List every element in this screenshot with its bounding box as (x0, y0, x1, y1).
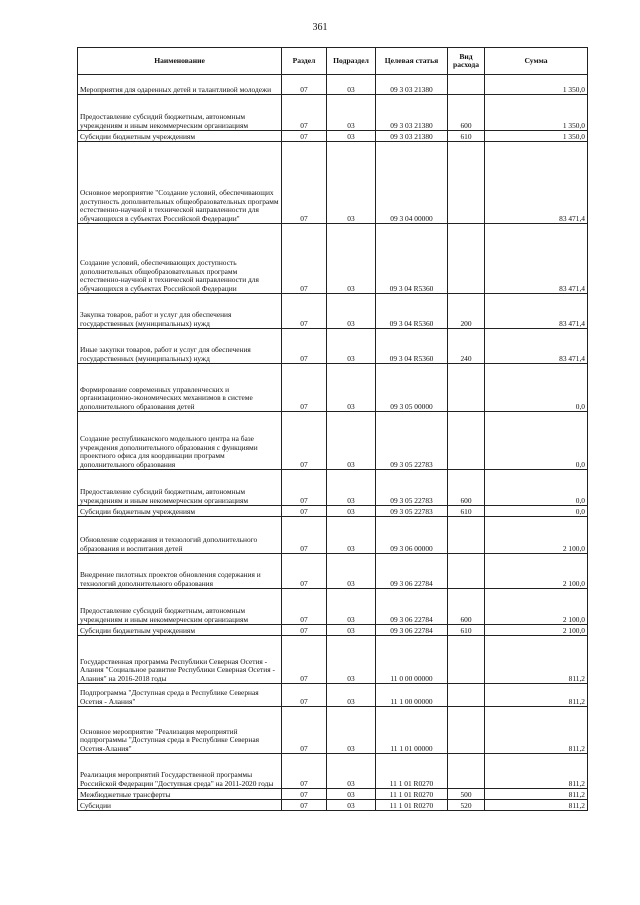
row-subsection: 03 (327, 517, 376, 554)
row-name: Государственная программа Республики Северная Осетия - Алания "Социальное развитие Республики Северная Осетия - Алания" на 2016-2018 годы (78, 636, 282, 684)
row-section: 07 (282, 506, 327, 517)
row-name: Субсидии бюджетным учреждениям (78, 506, 282, 517)
row-amount: 2 100,0 (485, 625, 588, 636)
row-expense-type: 610 (448, 625, 485, 636)
row-section: 07 (282, 625, 327, 636)
row-name: Основное мероприятие "Реализация мероприятий подпрограммы "Доступная среда в Республике Северная Осетия-Алания" (78, 707, 282, 754)
table-row (78, 800, 588, 811)
row-amount: 83 471,4 (485, 142, 588, 224)
row-target-item: 09 3 04 00000 (376, 142, 448, 224)
row-subsection: 03 (327, 131, 376, 142)
row-expense-type: 610 (448, 506, 485, 517)
row-subsection: 03 (327, 224, 376, 294)
row-expense-type: 520 (448, 800, 485, 811)
row-name: Предоставление субсидий бюджетным, автономным учреждениям и иным некоммерческим организациям (78, 470, 282, 506)
row-subsection: 03 (327, 707, 376, 754)
row-target-item: 11 1 01 00000 (376, 707, 448, 754)
row-section: 07 (282, 517, 327, 554)
row-expense-type (448, 412, 485, 470)
row-name: Субсидии бюджетным учреждениям (78, 131, 282, 142)
row-amount: 83 471,4 (485, 224, 588, 294)
row-subsection: 03 (327, 625, 376, 636)
row-name: Субсидии бюджетным учреждениям (78, 625, 282, 636)
row-name: Иные закупки товаров, работ и услуг для обеспечения государственных (муниципальных) нужд (78, 329, 282, 364)
table-row (78, 95, 588, 131)
row-expense-type (448, 75, 485, 95)
row-subsection: 03 (327, 506, 376, 517)
row-subsection: 03 (327, 329, 376, 364)
row-expense-type (448, 224, 485, 294)
table-row (78, 412, 588, 470)
row-target-item: 09 3 05 22783 (376, 506, 448, 517)
row-expense-type: 610 (448, 131, 485, 142)
row-name: Внедрение пилотных проектов обновления содержания и технологий дополнительного образования (78, 554, 282, 589)
row-expense-type: 240 (448, 329, 485, 364)
row-amount: 1 350,0 (485, 95, 588, 131)
column-header-expense-type: Вид расхода (448, 48, 485, 75)
row-amount: 811,2 (485, 789, 588, 800)
row-amount: 811,2 (485, 707, 588, 754)
row-section: 07 (282, 707, 327, 754)
budget-table (77, 47, 588, 811)
row-amount: 83 471,4 (485, 329, 588, 364)
column-header-target-item: Целевая статья (376, 48, 448, 75)
row-target-item: 09 3 05 22783 (376, 470, 448, 506)
row-section: 07 (282, 95, 327, 131)
row-target-item: 09 3 03 21380 (376, 75, 448, 95)
row-amount: 811,2 (485, 800, 588, 811)
table-row (78, 554, 588, 589)
row-expense-type (448, 636, 485, 684)
row-amount: 811,2 (485, 636, 588, 684)
row-section: 07 (282, 636, 327, 684)
table-row (78, 224, 588, 294)
row-section: 07 (282, 75, 327, 95)
row-target-item: 09 3 04 R5360 (376, 224, 448, 294)
table-row (78, 636, 588, 684)
row-subsection: 03 (327, 554, 376, 589)
table-row (78, 517, 588, 554)
row-amount: 1 350,0 (485, 131, 588, 142)
row-target-item: 11 0 00 00000 (376, 636, 448, 684)
row-section: 07 (282, 789, 327, 800)
row-target-item: 09 3 04 R5360 (376, 294, 448, 329)
row-name: Создание условий, обеспечивающих доступность дополнительных общеобразовательных программ естественно-научной и технической направленности для обучающихся в субъектах Российской Федерации (78, 224, 282, 294)
row-section: 07 (282, 294, 327, 329)
row-expense-type (448, 707, 485, 754)
row-expense-type (448, 554, 485, 589)
table-row (78, 329, 588, 364)
row-expense-type (448, 364, 485, 412)
row-section: 07 (282, 131, 327, 142)
table-row (78, 625, 588, 636)
row-subsection: 03 (327, 589, 376, 625)
row-target-item: 09 3 06 22784 (376, 554, 448, 589)
row-name: Основное мероприятие "Создание условий, обеспечивающих доступность дополнительных общеобразовательных программ естественно-научной и технической направленности для обучающихся в субъектах Российской Федерации" (78, 142, 282, 224)
row-name: Подпрограмма "Доступная среда в Республике Северная Осетия - Алания" (78, 684, 282, 707)
row-target-item: 09 3 04 R5360 (376, 329, 448, 364)
row-amount: 0,0 (485, 506, 588, 517)
row-amount: 1 350,0 (485, 75, 588, 95)
table-row (78, 142, 588, 224)
row-target-item: 09 3 06 00000 (376, 517, 448, 554)
table-row (78, 75, 588, 95)
row-section: 07 (282, 470, 327, 506)
row-subsection: 03 (327, 754, 376, 789)
row-subsection: 03 (327, 789, 376, 800)
row-section: 07 (282, 754, 327, 789)
row-section: 07 (282, 142, 327, 224)
page-number: 361 (312, 22, 328, 33)
row-target-item: 09 3 05 00000 (376, 364, 448, 412)
row-section: 07 (282, 224, 327, 294)
row-target-item: 09 3 05 22783 (376, 412, 448, 470)
row-section: 07 (282, 589, 327, 625)
row-target-item: 11 1 01 R0270 (376, 754, 448, 789)
row-section: 07 (282, 684, 327, 707)
row-amount: 83 471,4 (485, 294, 588, 329)
table-row (78, 470, 588, 506)
row-amount: 0,0 (485, 364, 588, 412)
row-target-item: 11 1 00 00000 (376, 684, 448, 707)
row-name: Субсидии (78, 800, 282, 811)
row-amount: 2 100,0 (485, 589, 588, 625)
column-header-subsection: Подраздел (327, 48, 376, 75)
row-target-item: 09 3 06 22784 (376, 625, 448, 636)
row-expense-type (448, 684, 485, 707)
table-row (78, 294, 588, 329)
row-name: Предоставление субсидий бюджетным, автономным учреждениям и иным некоммерческим организациям (78, 95, 282, 131)
row-name: Обновление содержания и технологий дополнительного образования и воспитания детей (78, 517, 282, 554)
row-section: 07 (282, 412, 327, 470)
row-target-item: 09 3 03 21380 (376, 131, 448, 142)
column-header-section: Раздел (282, 48, 327, 75)
row-expense-type (448, 142, 485, 224)
row-name: Создание республиканского модельного центра на базе учреждения дополнительного образования с функциями проектного офиса для координации программ дополнительного образования (78, 412, 282, 470)
row-name: Закупка товаров, работ и услуг для обеспечения государственных (муниципальных) нужд (78, 294, 282, 329)
row-target-item: 11 1 01 R0270 (376, 800, 448, 811)
row-expense-type (448, 517, 485, 554)
row-target-item: 09 3 06 22784 (376, 589, 448, 625)
row-target-item: 11 1 01 R0270 (376, 789, 448, 800)
row-subsection: 03 (327, 364, 376, 412)
table-row (78, 754, 588, 789)
row-subsection: 03 (327, 142, 376, 224)
row-subsection: 03 (327, 412, 376, 470)
row-name: Формирование современных управленческих и организационно-экономических механизмов в системе дополнительного образования детей (78, 364, 282, 412)
row-expense-type: 600 (448, 95, 485, 131)
column-header-name: Наименование (78, 48, 282, 75)
row-expense-type: 200 (448, 294, 485, 329)
row-amount: 2 100,0 (485, 517, 588, 554)
table-row (78, 789, 588, 800)
row-target-item: 09 3 03 21380 (376, 95, 448, 131)
table-row (78, 707, 588, 754)
row-amount: 811,2 (485, 684, 588, 707)
row-subsection: 03 (327, 294, 376, 329)
row-section: 07 (282, 329, 327, 364)
row-section: 07 (282, 364, 327, 412)
row-subsection: 03 (327, 636, 376, 684)
row-amount: 0,0 (485, 412, 588, 470)
column-header-amount: Сумма (485, 48, 588, 75)
row-amount: 2 100,0 (485, 554, 588, 589)
row-name: Предоставление субсидий бюджетным, автономным учреждениям и иным некоммерческим организациям (78, 589, 282, 625)
row-subsection: 03 (327, 800, 376, 811)
row-subsection: 03 (327, 75, 376, 95)
row-subsection: 03 (327, 470, 376, 506)
row-section: 07 (282, 800, 327, 811)
table-row (78, 684, 588, 707)
row-expense-type: 600 (448, 589, 485, 625)
row-name: Мероприятия для одаренных детей и талантливой молодежи (78, 75, 282, 95)
table-header-row (78, 48, 588, 75)
row-amount: 0,0 (485, 470, 588, 506)
row-name: Межбюджетные трансферты (78, 789, 282, 800)
table-row (78, 364, 588, 412)
row-name: Реализация мероприятий Государственной программы Российской Федерации "Доступная среда" на 2011-2020 годы (78, 754, 282, 789)
row-section: 07 (282, 554, 327, 589)
row-expense-type: 600 (448, 470, 485, 506)
table-row (78, 506, 588, 517)
table-row (78, 131, 588, 142)
row-subsection: 03 (327, 684, 376, 707)
row-expense-type (448, 754, 485, 789)
row-amount: 811,2 (485, 754, 588, 789)
row-expense-type: 500 (448, 789, 485, 800)
table-row (78, 589, 588, 625)
row-subsection: 03 (327, 95, 376, 131)
